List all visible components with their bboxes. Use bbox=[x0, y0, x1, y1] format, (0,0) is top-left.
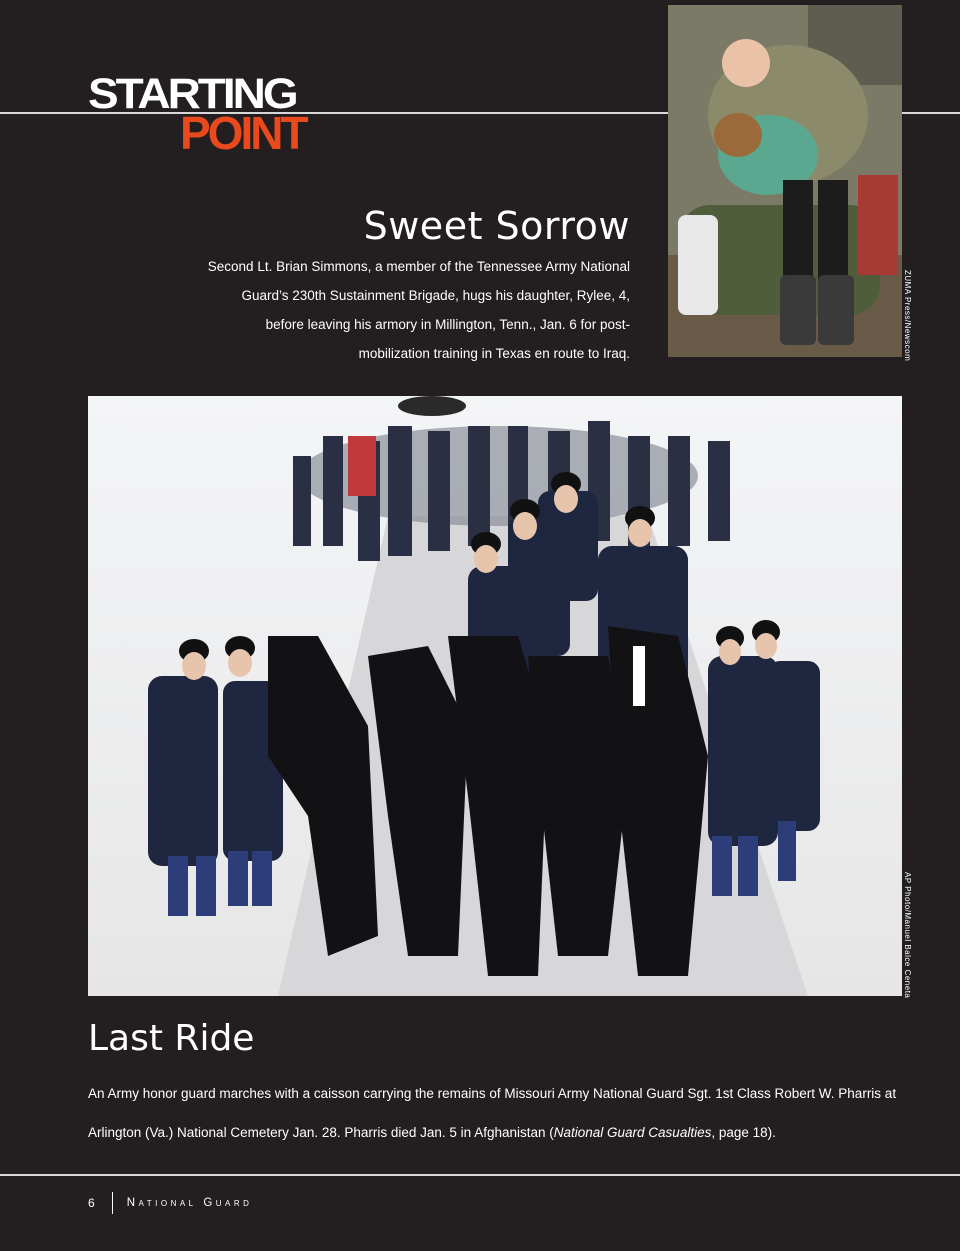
honor-guard-photo bbox=[88, 396, 902, 996]
last-ride-title: Last Ride bbox=[88, 1018, 255, 1059]
logo-line-2: POINT bbox=[180, 107, 306, 159]
sweet-sorrow-caption: Second Lt. Brian Simmons, a member of the Tennessee Army National Guard’s 230th Sustainment Brigade, hugs his daughter, Rylee, 4, before leaving his armory in Millington, Tenn., Jan. 6 for post-mobilization training in Texas en route to Iraq. bbox=[207, 259, 630, 361]
caption-text: An Army honor guard marches with a caisson carrying the remains of Missouri Army National Guard Sgt. 1st Class Robert W. Pharris at Arlington (Va.) National Cemetery Jan. 28. Pharris died Jan. 5 in Afghanistan ( bbox=[88, 1086, 897, 1140]
photo-credit-top: ZUMA Press/Newscom bbox=[903, 270, 912, 362]
caption-italic-ref: National Guard Casualties bbox=[553, 1125, 712, 1140]
footer-divider bbox=[112, 1192, 113, 1214]
soldier-hug-photo bbox=[668, 5, 902, 357]
caption-text-end: , page 18). bbox=[711, 1125, 776, 1140]
sweet-sorrow-title: Sweet Sorrow bbox=[363, 204, 630, 248]
starting-point-logo bbox=[88, 69, 350, 159]
page-footer bbox=[88, 1192, 252, 1214]
photo-credit-main: AP Photo/Manuel Balce Ceneta bbox=[903, 872, 912, 999]
logo-line-1: STARTING bbox=[88, 69, 296, 118]
page-number: 6 bbox=[88, 1196, 96, 1210]
bottom-rule bbox=[0, 1174, 960, 1176]
last-ride-caption bbox=[88, 1074, 902, 1152]
publication-name: National Guard bbox=[126, 1197, 253, 1209]
